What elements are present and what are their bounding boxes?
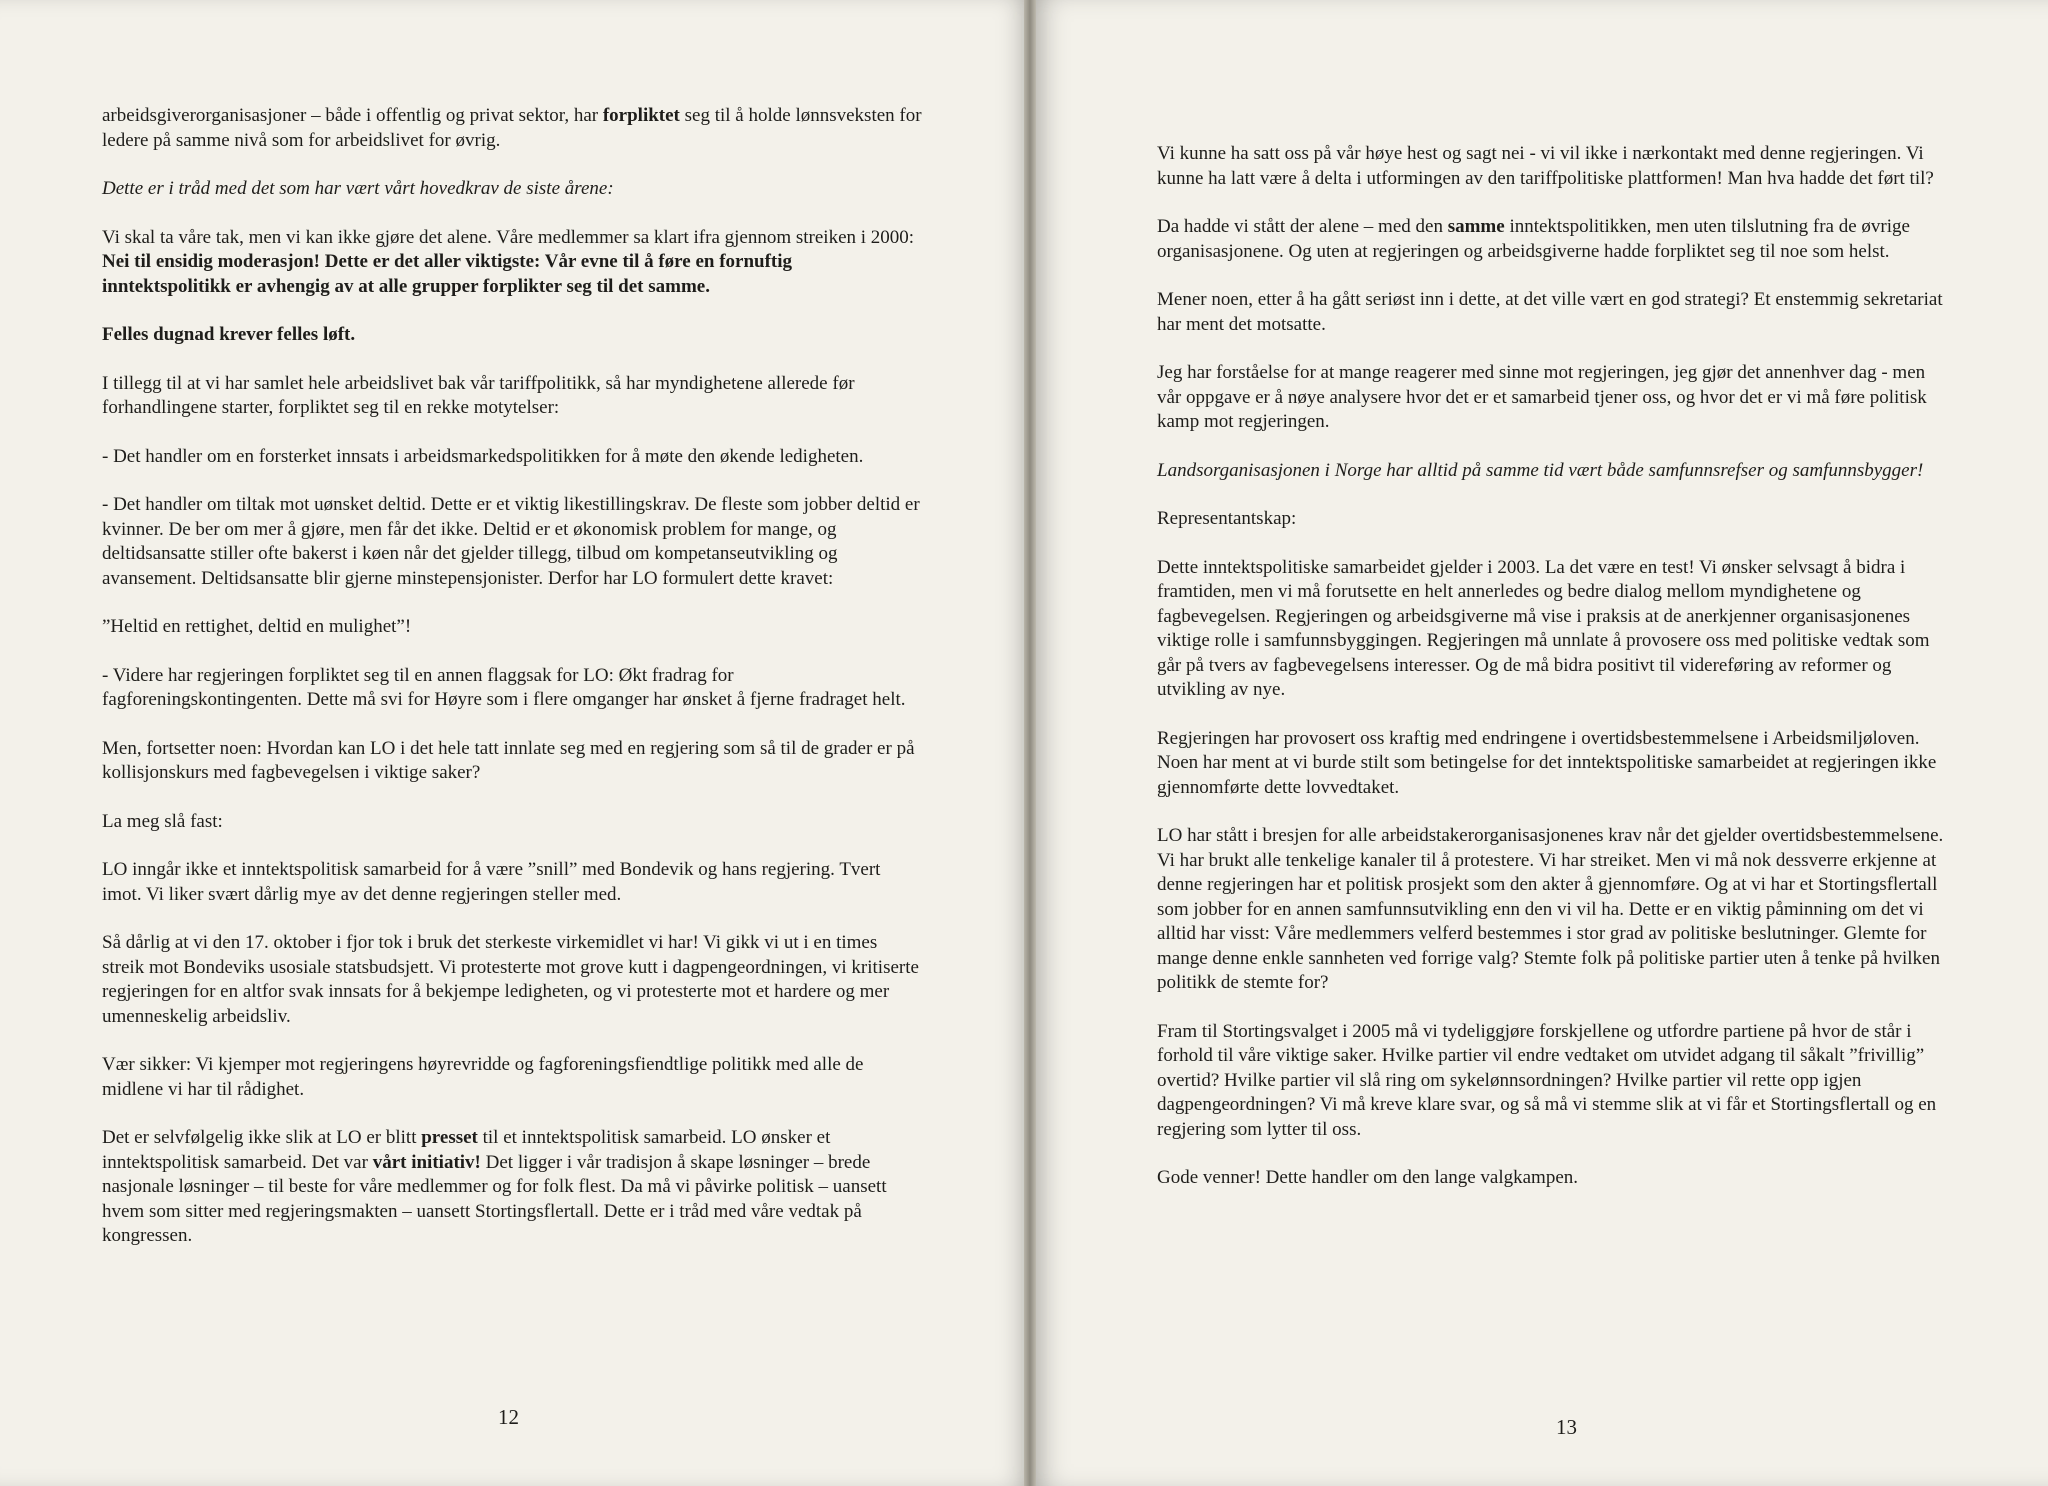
right-paragraph (1157, 727, 1947, 801)
bold-text: forpliktet (602, 105, 680, 126)
text-run: til et inntektspolitisk samarbeid. LO ønsker et inntektspolitisk samarbeid. Det var (102, 1127, 831, 1173)
bold-text: vårt initiativ! (372, 1151, 481, 1173)
right-paragraph (1157, 361, 1947, 435)
right-paragraph (1157, 288, 1947, 337)
right-paragraph (1157, 215, 1947, 264)
text-run: inntektspolitikken, men uten tilslutning fra de øvrige organisasjonene. Og uten at regjeringen og arbeidsgiverne hadde forpliktet seg til noe som helst. (1157, 216, 1910, 262)
left-paragraph (102, 737, 922, 786)
right-paragraph (1157, 1166, 1947, 1191)
left-paragraph (102, 177, 922, 202)
text-run: Vær sikker: Vi kjemper mot regjeringens høyrevridde og fagforeningsfiendtlige politikk med alle de midlene vi har til rådighet. (102, 1054, 864, 1100)
left-paragraph (102, 445, 922, 470)
text-run: Representantskap: (1157, 508, 1297, 529)
left-paragraph (102, 226, 922, 300)
right-paragraph (1157, 556, 1947, 703)
text-run: Mener noen, etter å ha gått seriøst inn i dette, at det ville vært en god strategi? Et enstemmig sekretariat har ment det motsatte. (1157, 289, 1943, 335)
left-paragraph (102, 323, 922, 348)
text-run: - Videre har regjeringen forpliktet seg til en annen flaggsak for LO: Økt fradrag for fagforeningskontingenten. Dette må svi for Høyre som i flere omganger har ønsket å fjerne fradraget helt. (102, 664, 906, 710)
bold-text: samme (1447, 216, 1505, 237)
bold-text: Dette er det aller viktigste: Vår evne til å føre en fornuftig inntektspolitikk er avhengig av at alle grupper forplikter seg til det samme. (102, 251, 793, 297)
text-run: Regjeringen har provosert oss kraftig med endringene i overtidsbestemmelsene i Arbeidsmiljøloven. Noen har ment at vi burde stilt som betingelse for det inntektspolitiske samarbeidet at regjeringen ikke gjennomførte dette lovvedtaket. (1157, 727, 1937, 798)
left-paragraph (102, 810, 922, 835)
book-gutter (1024, 0, 1036, 1486)
text-run: Det er selvfølgelig ikke slik at LO er blitt (102, 1127, 422, 1148)
text-run: Men, fortsetter noen: Hvordan kan LO i det hele tatt innlate seg med en regjering som så til de grader er på kollisjonskurs med fagbevegelsen i viktige saker? (102, 737, 915, 783)
text-run: Dette er i tråd med det som har vært vårt hovedkrav de siste årene: (102, 178, 614, 199)
right-page-text (1157, 142, 1947, 1215)
text-run: - Det handler om tiltak mot uønsket deltid. Dette er et viktig likestillingskrav. De fleste som jobber deltid er kvinner. De ber om mer å gjøre, men får det ikke. Deltid er et økonomisk problem for mange, og deltidsansatte stiller ofte bakerst i køen når det gjelder tillegg, tilbud om kompetanseutvikling og avansement. Deltidsansatte blir gjerne minstepensjonister. Derfor har LO formulert dette kravet: (102, 494, 920, 589)
left-paragraph (102, 858, 922, 907)
right-paragraph (1157, 142, 1947, 191)
left-paragraph (102, 615, 922, 640)
left-page-text (102, 104, 922, 1273)
left-paragraph (102, 104, 922, 153)
left-paragraph (102, 1053, 922, 1102)
text-run: Vi kunne ha satt oss på vår høye hest og sagt nei - vi vil ikke i nærkontakt med denne regjeringen. Vi kunne ha latt være å delta i utformingen av den tariffpolitiske plattformen! Man hva hadde det ført til? (1157, 143, 1934, 189)
right-paragraph (1157, 1020, 1947, 1143)
text-run: Det ligger i vår tradisjon å skape løsninger – brede nasjonale løsninger – til beste for våre medlemmer og for folk flest. Da må vi påvirke politisk – uansett hvem som sitter med regjeringsmakten – uansett Stortingsflertall. Dette er i tråd med våre vedtak på kongressen. (102, 1151, 887, 1246)
right-paragraph (1157, 459, 1947, 484)
left-page-number: 12 (498, 1405, 519, 1429)
text-run: arbeidsgiverorganisasjoner – både i offentlig og privat sektor, har (102, 105, 603, 126)
text-run: Jeg har forståelse for at mange reagerer med sinne mot regjeringen, jeg gjør det annenhver dag - men vår oppgave er å nøye analysere hvor det er et samarbeid tjener oss, og hvor det er vi må føre politisk kamp mot regjeringen. (1157, 362, 1927, 432)
text-run: LO inngår ikke et inntektspolitisk samarbeid for å være ”snill” med Bondevik og hans regjering. Tvert imot. Vi liker svært dårlig mye av det denne regjeringen steller med. (102, 859, 881, 905)
right-page-number: 13 (1556, 1415, 1577, 1439)
left-paragraph (102, 493, 922, 591)
bold-text: Nei til ensidig moderasjon! (102, 251, 320, 272)
bold-text: presset (421, 1127, 478, 1148)
text-run: seg til å holde lønnsveksten for ledere på samme nivå som for arbeidslivet for øvrig. (102, 105, 922, 151)
text-run: ”Heltid en rettighet, deltid en mulighet”! (102, 616, 412, 637)
text-run: Vi skal ta våre tak, men vi kan ikke gjøre det alene. Våre medlemmer sa klart ifra gjennom streiken i 2000: (102, 226, 915, 248)
text-run: Felles dugnad krever felles løft. (102, 324, 356, 345)
right-paragraph (1157, 824, 1947, 996)
text-run: I tillegg til at vi har samlet hele arbeidslivet bak vår tariffpolitikk, så har myndighetene allerede før forhandlingene starter, forpliktet seg til en rekke motytelser: (102, 372, 855, 418)
text-run: LO har stått i bresjen for alle arbeidstakerorganisasjonenes krav når det gjelder overtidsbestemmelsene. Vi har brukt alle tenkelige kanaler til å protestere. Vi har streiket. Men vi må nok dessverre erkjenne at denne regjeringen har et politisk prosjekt som den akter å gjennomføre. Og at vi har et Stortingsflertall som jobber for en annen samfunnsutvikling enn den vi vil ha. Dette er en viktig påminning om det vi alltid har visst: Våre medlemmers velferd bestemmes i stor grad av politiske beslutninger. Glemte for mange denne enkle sannheten ved forrige valg? Stemte folk på politiske partier uten å tenke på hvilken politikk de stemte for? (1157, 825, 1944, 993)
text-run: La meg slå fast: (102, 810, 223, 832)
text-run: Da hadde vi stått der alene – med den (1157, 216, 1448, 237)
left-paragraph (102, 372, 922, 421)
text-run: Landsorganisasjonen i Norge har alltid på samme tid vært både samfunnsrefser og samfunnsbygger! (1157, 459, 1924, 481)
text-run: - Det handler om en forsterket innsats i arbeidsmarkedspolitikken for å møte den økende ledigheten. (102, 445, 864, 467)
left-paragraph (102, 664, 922, 713)
right-page (1030, 0, 2048, 1486)
text-run: Gode venner! Dette handler om den lange valgkampen. (1157, 1167, 1579, 1188)
right-paragraph (1157, 507, 1947, 532)
left-paragraph (102, 931, 922, 1029)
text-run: Så dårlig at vi den 17. oktober i fjor tok i bruk det sterkeste virkemidlet vi har! Vi gikk vi ut i en times streik mot Bondeviks usosiale statsbudsjett. Vi protesterte mot grove kutt i dagpengeordningen, vi kritiserte regjeringen for en altfor svak innsats for å bekjempe ledigheten, og vi protesterte mot et hardere og mer umenneskelig arbeidsliv. (102, 932, 919, 1027)
text-run: Dette inntektspolitiske samarbeidet gjelder i 2003. La det være en test! Vi ønsker selvsagt å bidra i framtiden, men vi må forutsette en helt annerledes og bedre dialog mellom myndighetene og fagbevegelsen. Regjeringen og arbeidsgiverne må vise i praksis at de anerkjenner organisasjonenes viktige rolle i samfunnsbyggingen. Regjeringen må unnlate å provosere oss med politiske vedtak som går på tvers av fagbevegelsens interesser. Og de må bidra positivt til videreføring av reformer og utvikling av nye. (1157, 556, 1930, 700)
text-run: Fram til Stortingsvalget i 2005 må vi tydeliggjøre forskjellene og utfordre partiene på hvor de står i forhold til våre viktige saker. Hvilke partier vil endre vedtaket om utvidet adgang til såkalt ”frivillig” overtid? Hvilke partier vil slå ring om sykelønnsordningen? Hvilke partier vil rette opp igjen dagpengeordningen? Vi må kreve klare svar, og så må vi stemme slik at vi får et Stortingsflertall og en regjering som lytter til oss. (1157, 1020, 1937, 1140)
left-paragraph (102, 1126, 922, 1249)
